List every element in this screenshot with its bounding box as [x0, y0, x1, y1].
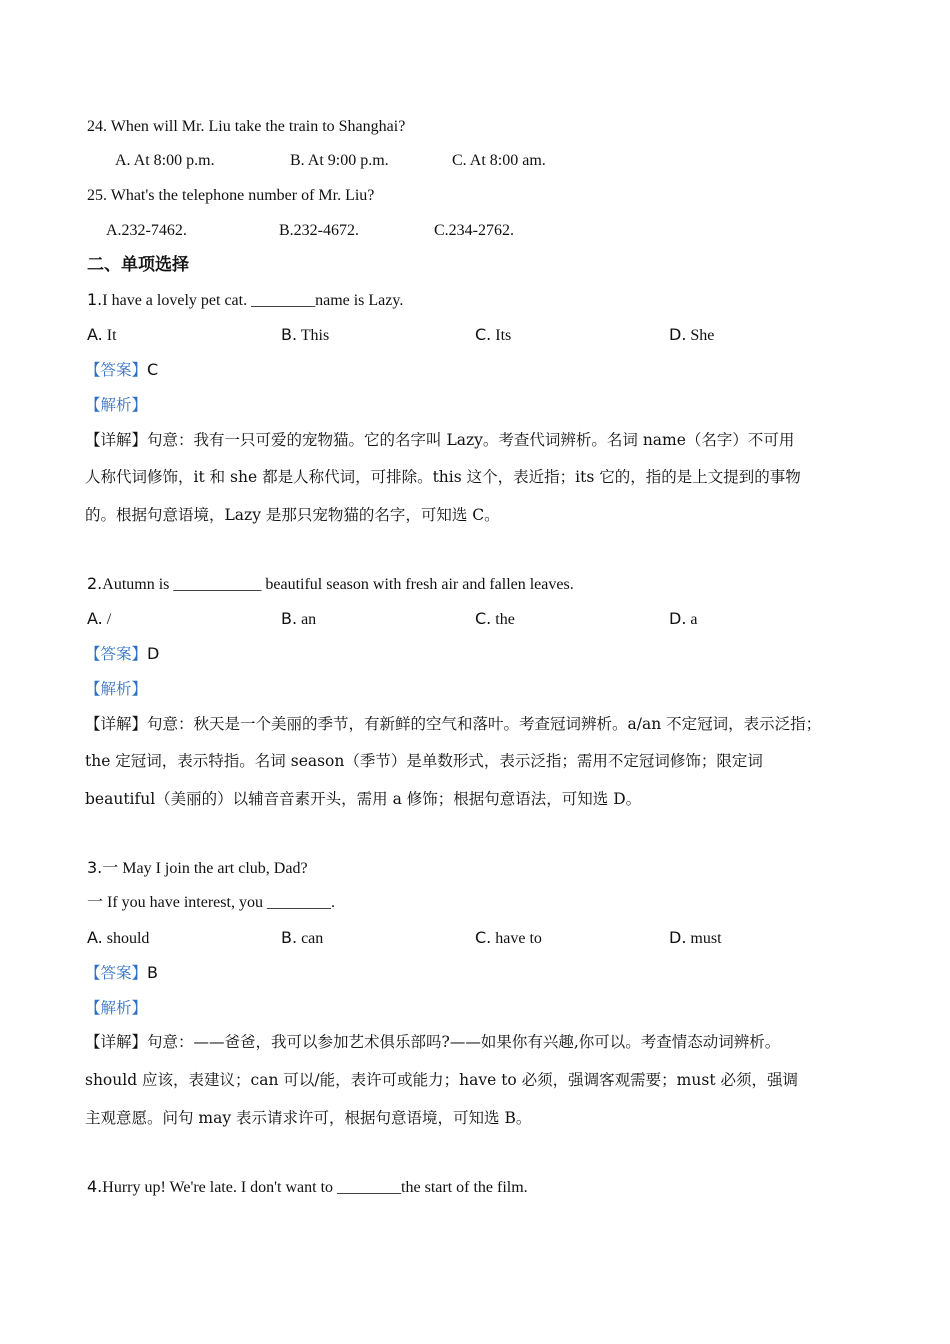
- q1-detail-line-1: 【详解】句意：我有一只可爱的宠物猫。它的名字叫 Lazy。考查代词辨析。名词 name（名字）不可用: [85, 431, 795, 449]
- q25-option-c: C.234-2762.: [434, 222, 514, 239]
- q24-option-a: A. At 8:00 p.m.: [115, 152, 215, 169]
- question-number: 3.: [87, 858, 103, 877]
- q3-option-b: B. can: [281, 928, 324, 947]
- q3-detail-line-1: 【详解】句意：——爸爸，我可以参加艺术俱乐部吗?——如果你有兴趣,你可以。考查情态动词辨析。: [85, 1033, 781, 1051]
- q2-answer: 【答案】D: [85, 644, 160, 663]
- q2-detail-line-1: 【详解】句意：秋天是一个美丽的季节，有新鲜的空气和落叶。考查冠词辨析。a/an 不定冠词，表示泛指；: [85, 715, 822, 733]
- q1-detail-line-3: 的。根据句意语境，Lazy 是那只宠物猫的名字，可知选 C。: [85, 506, 500, 524]
- question-number: 2.: [87, 574, 103, 593]
- q3-detail-line-2: should 应该，表建议；can 可以/能，表许可或能力；have to 必须，强调客观需要；must 必须，强调: [85, 1071, 798, 1089]
- q1-option-d: D. She: [669, 325, 715, 344]
- q2-option-b: B. an: [281, 609, 317, 628]
- q3-option-c: C. have to: [475, 928, 542, 947]
- q24-option-b: B. At 9:00 p.m.: [290, 152, 389, 169]
- question-3-line-1: [87, 858, 308, 879]
- q2-option-d: D. a: [669, 609, 698, 628]
- q25-option-a: A.232-7462.: [106, 222, 187, 239]
- q2-detail-line-3: beautiful（美丽的）以辅音音素开头，需用 a 修饰；根据句意语法，可知选 D。: [85, 790, 642, 808]
- question-stem: Hurry up! We're late. I don't want to ________the start of the film.: [102, 1179, 528, 1196]
- question-3-line-2: 一 If you have interest, you ________.: [87, 894, 335, 911]
- q1-option-b: B. This: [281, 325, 330, 344]
- q25-option-b: B.232-4672.: [279, 222, 359, 239]
- q1-answer: 【答案】C: [85, 360, 159, 379]
- q1-detail-line-2: 人称代词修饰，it 和 she 都是人称代词，可排除。this 这个，表近指；its 它的，指的是上文提到的事物: [85, 468, 801, 486]
- q2-option-a: A. /: [87, 609, 112, 628]
- q2-analysis-label: 【解析】: [85, 680, 148, 698]
- question-number: 4.: [87, 1177, 103, 1196]
- question-stem: Autumn is ___________ beautiful season with fresh air and fallen leaves.: [102, 576, 574, 593]
- question-2: [87, 574, 574, 595]
- q24-option-c: C. At 8:00 am.: [452, 152, 546, 169]
- question-number: 1.: [87, 290, 103, 309]
- question-24: 24. When will Mr. Liu take the train to Shanghai?: [87, 118, 406, 135]
- q1-analysis-label: 【解析】: [85, 396, 148, 414]
- q3-analysis-label: 【解析】: [85, 999, 148, 1017]
- q1-option-a: A. It: [87, 325, 117, 344]
- q3-option-d: D. must: [669, 928, 722, 947]
- q2-option-c: C. the: [475, 609, 515, 628]
- q2-detail-line-2: the 定冠词，表示特指。名词 season（季节）是单数形式，表示泛指；需用不定冠词修饰；限定词: [85, 752, 763, 770]
- question-stem: 一 May I join the art club, Dad?: [102, 860, 308, 877]
- q3-detail-line-3: 主观意愿。问句 may 表示请求许可，根据句意语境，可知选 B。: [85, 1109, 532, 1127]
- q1-option-c: C. Its: [475, 325, 512, 344]
- question-1: [87, 290, 403, 311]
- question-4: [87, 1177, 528, 1198]
- q3-answer: 【答案】B: [85, 963, 158, 982]
- section-title: 二、单项选择: [87, 255, 189, 275]
- question-25: 25. What's the telephone number of Mr. Liu?: [87, 187, 375, 204]
- question-stem: I have a lovely pet cat. ________name is Lazy.: [102, 292, 404, 309]
- q3-option-a: A. should: [87, 928, 150, 947]
